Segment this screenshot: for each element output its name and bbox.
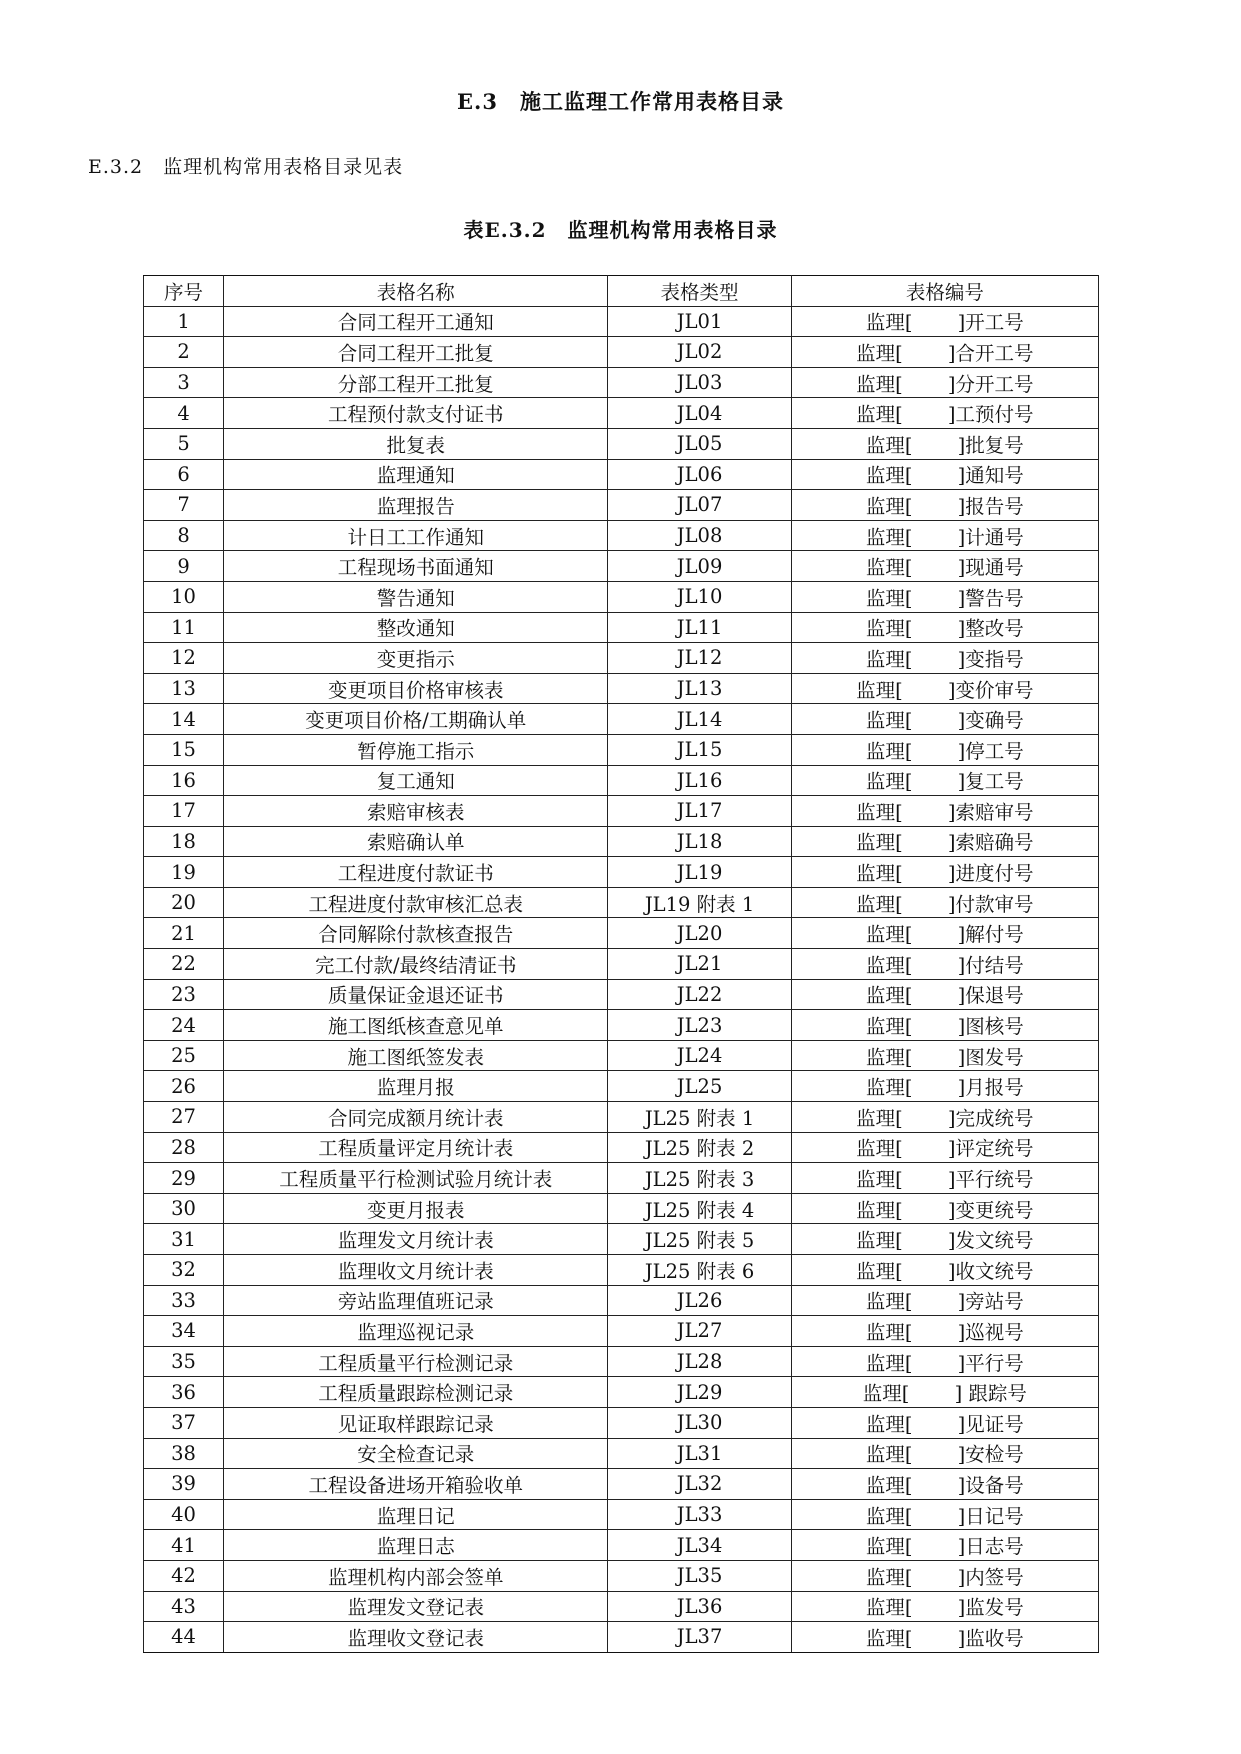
cell-form-type: JL30 [608,1407,791,1438]
cell-form-name: 见证取样跟踪记录 [224,1407,608,1438]
table-row [144,551,1099,582]
table-row [144,1591,1099,1622]
cell-form-code: 监理[ ]监发号 [791,1591,1098,1622]
table-row [144,581,1099,612]
table-row [144,887,1099,918]
cell-form-type: JL31 [608,1438,791,1469]
table-row [144,428,1099,459]
cell-form-code: 监理[ ]现通号 [791,551,1098,582]
cell-serial-number: 15 [144,734,224,765]
cell-serial-number: 19 [144,857,224,888]
cell-form-code: 监理[ ]停工号 [791,734,1098,765]
cell-form-type: JL18 [608,826,791,857]
cell-form-type: JL22 [608,979,791,1010]
cell-form-name: 索赔确认单 [224,826,608,857]
cell-form-name: 监理收文月统计表 [224,1255,608,1286]
table-row [144,1255,1099,1286]
cell-form-name: 变更项目价格审核表 [224,673,608,704]
cell-form-type: JL23 [608,1010,791,1041]
cell-form-type: JL07 [608,490,791,521]
cell-form-type: JL14 [608,704,791,735]
cell-serial-number: 24 [144,1010,224,1041]
cell-form-name: 监理日记 [224,1499,608,1530]
cell-form-name: 变更项目价格/工期确认单 [224,704,608,735]
cell-form-name: 合同工程开工通知 [224,306,608,337]
cell-serial-number: 1 [144,306,224,337]
header-form-code: 表格编号 [791,276,1098,307]
cell-form-code: 监理[ ]付结号 [791,949,1098,980]
cell-form-type: JL25 附表 1 [608,1102,791,1133]
cell-form-name: 监理发文月统计表 [224,1224,608,1255]
table-row [144,1377,1099,1408]
cell-form-type: JL28 [608,1346,791,1377]
table-row [144,1316,1099,1347]
cell-form-type: JL17 [608,796,791,827]
cell-form-code: 监理[ ]发文统号 [791,1224,1098,1255]
cell-form-code: 监理[ ]设备号 [791,1469,1098,1500]
cell-form-name: 变更月报表 [224,1193,608,1224]
cell-form-type: JL35 [608,1560,791,1591]
cell-serial-number: 5 [144,428,224,459]
cell-form-code: 监理[ ]分开工号 [791,367,1098,398]
cell-form-type: JL25 附表 3 [608,1163,791,1194]
cell-form-name: 监理巡视记录 [224,1316,608,1347]
cell-serial-number: 6 [144,459,224,490]
cell-serial-number: 2 [144,337,224,368]
cell-form-code: 监理[ ]内签号 [791,1560,1098,1591]
cell-form-name: 工程质量平行检测记录 [224,1346,608,1377]
table-row [144,1132,1099,1163]
cell-serial-number: 23 [144,979,224,1010]
cell-form-type: JL25 附表 5 [608,1224,791,1255]
table-row [144,765,1099,796]
cell-serial-number: 8 [144,520,224,551]
cell-serial-number: 25 [144,1040,224,1071]
table-row [144,1163,1099,1194]
cell-form-code: 监理[ ]保退号 [791,979,1098,1010]
table-row [144,1438,1099,1469]
cell-form-code: 监理[ ]进度付号 [791,857,1098,888]
cell-serial-number: 4 [144,398,224,429]
cell-form-name: 变更指示 [224,643,608,674]
cell-form-name: 施工图纸签发表 [224,1040,608,1071]
cell-serial-number: 33 [144,1285,224,1316]
cell-form-type: JL29 [608,1377,791,1408]
cell-serial-number: 40 [144,1499,224,1530]
cell-form-name: 工程质量评定月统计表 [224,1132,608,1163]
cell-serial-number: 11 [144,612,224,643]
cell-form-name: 复工通知 [224,765,608,796]
cell-form-type: JL03 [608,367,791,398]
table-row [144,1102,1099,1133]
cell-form-type: JL25 [608,1071,791,1102]
table-row [144,734,1099,765]
table-row [144,1040,1099,1071]
cell-serial-number: 22 [144,949,224,980]
table-row [144,520,1099,551]
cell-form-type: JL01 [608,306,791,337]
cell-form-name: 监理月报 [224,1071,608,1102]
table-row [144,857,1099,888]
cell-form-code: 监理[ ]变指号 [791,643,1098,674]
cell-serial-number: 13 [144,673,224,704]
cell-form-type: JL25 附表 6 [608,1255,791,1286]
table-row [144,673,1099,704]
table-row [144,979,1099,1010]
cell-form-code: 监理[ ]监收号 [791,1622,1098,1653]
cell-serial-number: 42 [144,1560,224,1591]
table-row [144,1193,1099,1224]
cell-form-code: 监理[ ]平行号 [791,1346,1098,1377]
cell-form-code: 监理[ ]开工号 [791,306,1098,337]
table-row [144,1622,1099,1653]
cell-serial-number: 17 [144,796,224,827]
cell-form-code: 监理[ ]整改号 [791,612,1098,643]
table-header [144,276,1099,307]
cell-serial-number: 10 [144,581,224,612]
table-row [144,704,1099,735]
cell-form-code: 监理[ ]收文统号 [791,1255,1098,1286]
cell-form-name: 监理收文登记表 [224,1622,608,1653]
cell-form-name: 暂停施工指示 [224,734,608,765]
cell-form-name: 工程质量平行检测试验月统计表 [224,1163,608,1194]
cell-form-name: 工程设备进场开箱验收单 [224,1469,608,1500]
header-serial-number: 序号 [144,276,224,307]
cell-form-code: 监理[ ]变确号 [791,704,1098,735]
cell-serial-number: 26 [144,1071,224,1102]
cell-form-name: 索赔审核表 [224,796,608,827]
cell-form-type: JL06 [608,459,791,490]
cell-serial-number: 18 [144,826,224,857]
cell-form-code: 监理[ ]变价审号 [791,673,1098,704]
cell-form-type: JL25 附表 2 [608,1132,791,1163]
cell-serial-number: 37 [144,1407,224,1438]
cell-serial-number: 9 [144,551,224,582]
cell-form-name: 监理发文登记表 [224,1591,608,1622]
form-catalog-table [143,275,1099,1653]
cell-serial-number: 7 [144,490,224,521]
cell-form-type: JL13 [608,673,791,704]
table-row [144,1499,1099,1530]
cell-form-name: 合同完成额月统计表 [224,1102,608,1133]
cell-form-code: 监理[ ]索赔确号 [791,826,1098,857]
table-row [144,337,1099,368]
cell-serial-number: 21 [144,918,224,949]
cell-form-type: JL33 [608,1499,791,1530]
cell-form-type: JL21 [608,949,791,980]
cell-serial-number: 32 [144,1255,224,1286]
cell-form-code: 监理[ ] 跟踪号 [791,1377,1098,1408]
table-row [144,1346,1099,1377]
cell-serial-number: 28 [144,1132,224,1163]
table-row [144,459,1099,490]
cell-form-name: 合同解除付款核查报告 [224,918,608,949]
cell-form-type: JL27 [608,1316,791,1347]
table-row [144,367,1099,398]
cell-form-code: 监理[ ]日志号 [791,1530,1098,1561]
header-row [144,276,1099,307]
cell-serial-number: 39 [144,1469,224,1500]
table-row [144,612,1099,643]
page-heading: E.3 施工监理工作常用表格目录 [457,89,784,114]
cell-form-name: 工程进度付款审核汇总表 [224,887,608,918]
cell-form-type: JL08 [608,520,791,551]
cell-form-type: JL11 [608,612,791,643]
cell-form-name: 计日工工作通知 [224,520,608,551]
cell-serial-number: 12 [144,643,224,674]
cell-form-type: JL20 [608,918,791,949]
cell-form-name: 工程进度付款证书 [224,857,608,888]
cell-serial-number: 29 [144,1163,224,1194]
cell-form-type: JL09 [608,551,791,582]
header-form-type: 表格类型 [608,276,791,307]
cell-serial-number: 14 [144,704,224,735]
cell-serial-number: 35 [144,1346,224,1377]
cell-form-type: JL02 [608,337,791,368]
cell-form-name: 工程质量跟踪检测记录 [224,1377,608,1408]
table-row [144,796,1099,827]
table-row [144,1560,1099,1591]
cell-form-type: JL36 [608,1591,791,1622]
cell-form-code: 监理[ ]评定统号 [791,1132,1098,1163]
cell-form-name: 完工付款/最终结清证书 [224,949,608,980]
cell-form-type: JL32 [608,1469,791,1500]
cell-form-name: 警告通知 [224,581,608,612]
cell-serial-number: 16 [144,765,224,796]
cell-form-code: 监理[ ]计通号 [791,520,1098,551]
cell-form-code: 监理[ ]变更统号 [791,1193,1098,1224]
cell-form-code: 监理[ ]平行统号 [791,1163,1098,1194]
table-caption: 表E.3.2 监理机构常用表格目录 [463,218,778,242]
table-row [144,1224,1099,1255]
cell-form-type: JL10 [608,581,791,612]
cell-serial-number: 20 [144,887,224,918]
cell-form-name: 分部工程开工批复 [224,367,608,398]
cell-form-code: 监理[ ]工预付号 [791,398,1098,429]
cell-serial-number: 30 [144,1193,224,1224]
table-row [144,1530,1099,1561]
cell-serial-number: 41 [144,1530,224,1561]
cell-form-type: JL16 [608,765,791,796]
cell-form-name: 安全检查记录 [224,1438,608,1469]
cell-form-code: 监理[ ]通知号 [791,459,1098,490]
cell-form-type: JL24 [608,1040,791,1071]
table-row [144,949,1099,980]
cell-form-code: 监理[ ]日记号 [791,1499,1098,1530]
table-row [144,1285,1099,1316]
cell-form-code: 监理[ ]合开工号 [791,337,1098,368]
cell-form-type: JL15 [608,734,791,765]
cell-form-type: JL19 [608,857,791,888]
cell-form-code: 监理[ ]完成统号 [791,1102,1098,1133]
cell-serial-number: 44 [144,1622,224,1653]
table-row [144,918,1099,949]
cell-form-type: JL05 [608,428,791,459]
cell-form-code: 监理[ ]复工号 [791,765,1098,796]
table-row [144,1071,1099,1102]
cell-form-code: 监理[ ]解付号 [791,918,1098,949]
header-form-name: 表格名称 [224,276,608,307]
table-row [144,1407,1099,1438]
cell-form-name: 监理日志 [224,1530,608,1561]
table-row [144,1010,1099,1041]
cell-form-code: 监理[ ]警告号 [791,581,1098,612]
cell-form-name: 工程现场书面通知 [224,551,608,582]
cell-form-name: 施工图纸核查意见单 [224,1010,608,1041]
cell-form-type: JL04 [608,398,791,429]
table-body [144,306,1099,1652]
table-row [144,306,1099,337]
cell-serial-number: 31 [144,1224,224,1255]
cell-form-code: 监理[ ]安检号 [791,1438,1098,1469]
cell-serial-number: 43 [144,1591,224,1622]
cell-form-name: 监理通知 [224,459,608,490]
cell-form-code: 监理[ ]批复号 [791,428,1098,459]
cell-form-type: JL26 [608,1285,791,1316]
cell-form-code: 监理[ ]报告号 [791,490,1098,521]
cell-form-type: JL34 [608,1530,791,1561]
cell-form-type: JL19 附表 1 [608,887,791,918]
cell-form-name: 工程预付款支付证书 [224,398,608,429]
cell-form-name: 批复表 [224,428,608,459]
cell-form-name: 旁站监理值班记录 [224,1285,608,1316]
cell-form-name: 整改通知 [224,612,608,643]
cell-form-code: 监理[ ]图核号 [791,1010,1098,1041]
cell-form-code: 监理[ ]旁站号 [791,1285,1098,1316]
cell-serial-number: 3 [144,367,224,398]
cell-form-code: 监理[ ]索赔审号 [791,796,1098,827]
table-row [144,490,1099,521]
cell-serial-number: 38 [144,1438,224,1469]
table-row [144,643,1099,674]
cell-form-code: 监理[ ]巡视号 [791,1316,1098,1347]
cell-form-name: 质量保证金退还证书 [224,979,608,1010]
cell-form-code: 监理[ ]见证号 [791,1407,1098,1438]
cell-serial-number: 36 [144,1377,224,1408]
cell-form-type: JL37 [608,1622,791,1653]
cell-form-name: 监理机构内部会签单 [224,1560,608,1591]
cell-form-name: 合同工程开工批复 [224,337,608,368]
table-row [144,1469,1099,1500]
cell-form-type: JL12 [608,643,791,674]
section-text: E.3.2 监理机构常用表格目录见表 [88,156,404,178]
table-row [144,826,1099,857]
cell-form-code: 监理[ ]付款审号 [791,887,1098,918]
cell-form-code: 监理[ ]图发号 [791,1040,1098,1071]
table-row [144,398,1099,429]
cell-form-name: 监理报告 [224,490,608,521]
cell-serial-number: 27 [144,1102,224,1133]
cell-serial-number: 34 [144,1316,224,1347]
cell-form-type: JL25 附表 4 [608,1193,791,1224]
cell-form-code: 监理[ ]月报号 [791,1071,1098,1102]
